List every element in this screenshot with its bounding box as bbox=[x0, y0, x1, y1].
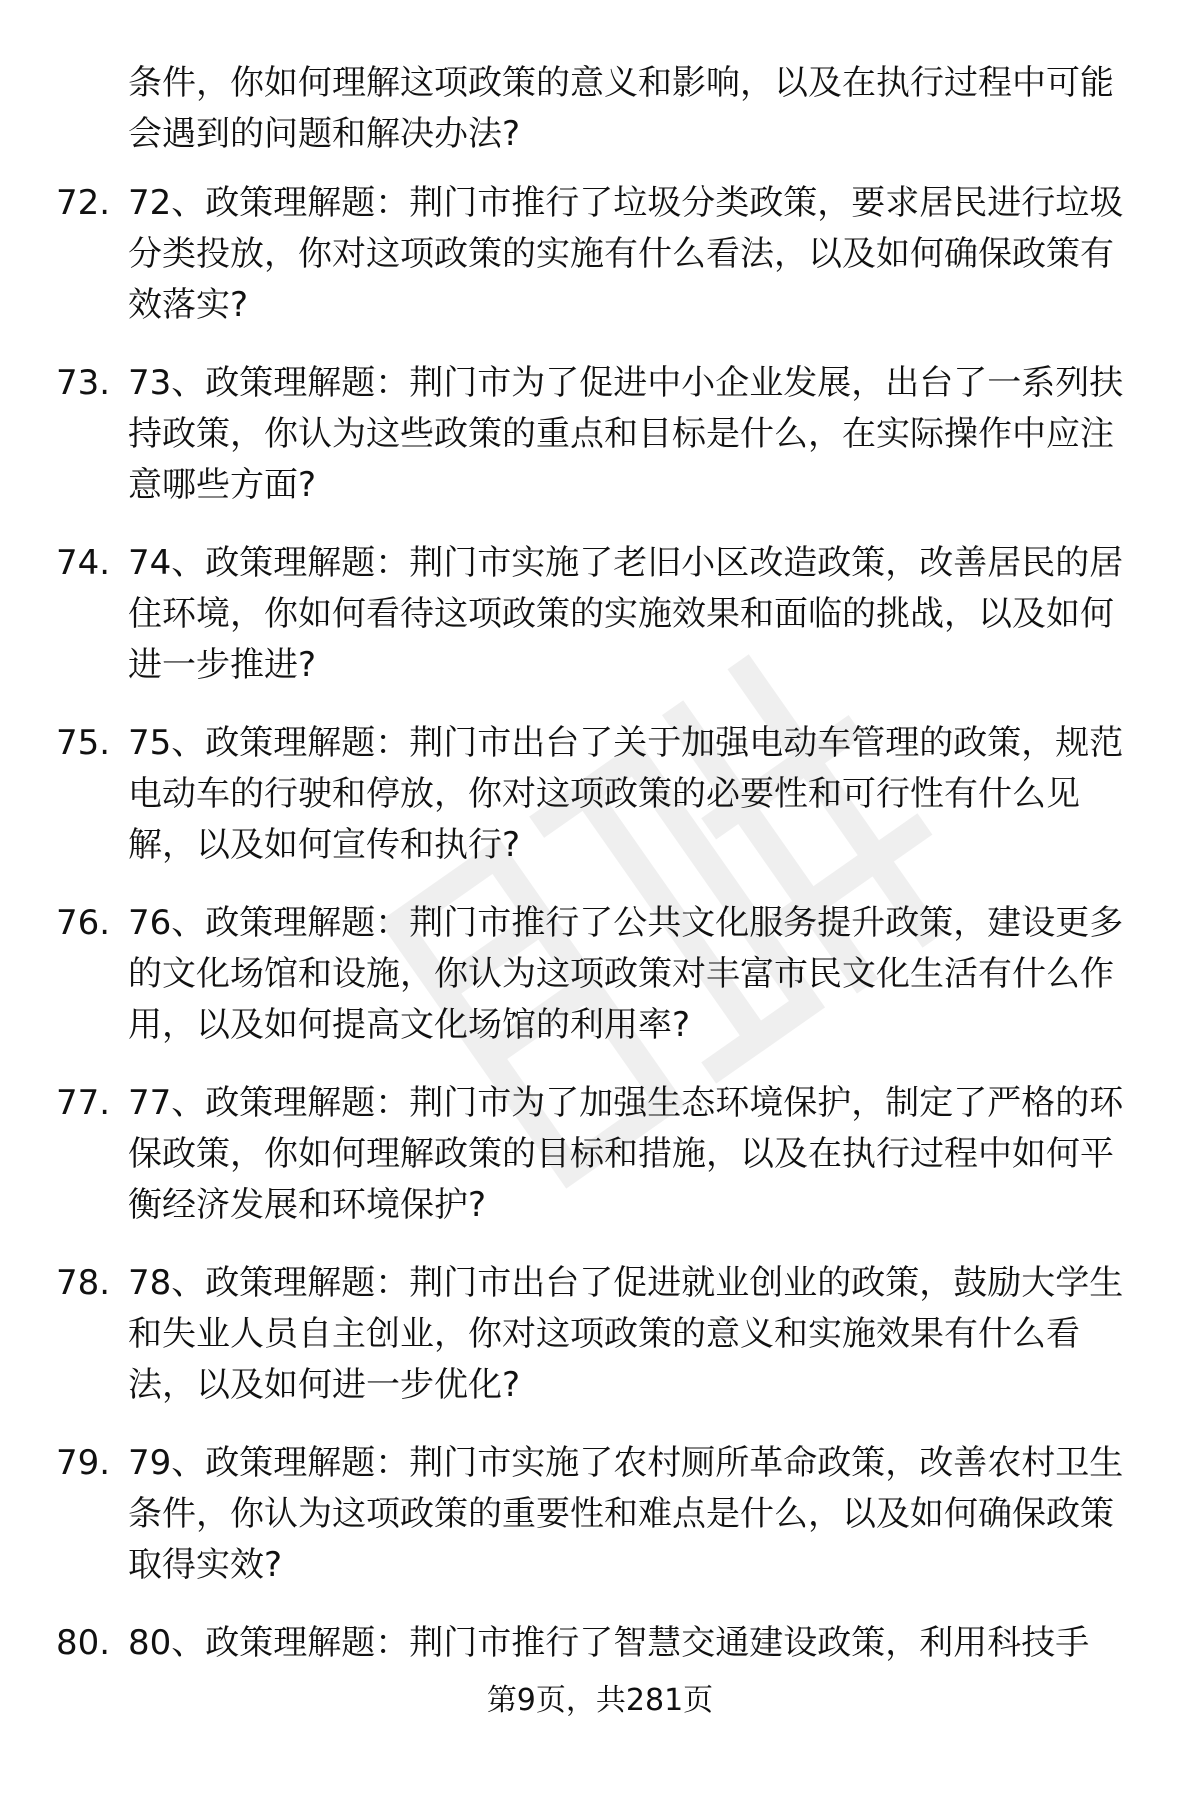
question-text: 79、政策理解题：荆门市实施了农村厕所革命政策，改善农村卫生条件，你认为这项政策的重要性和难点是什么，以及如何确保政策取得实效? bbox=[128, 1443, 1124, 1585]
question-number: 73. bbox=[56, 363, 111, 403]
question-text: 76、政策理解题：荆门市推行了公共文化服务提升政策，建设更多的文化场馆和设施，你认为这项政策对丰富市民文化生活有什么作用，以及如何提高文化场馆的利用率? bbox=[128, 903, 1124, 1045]
page-footer: 第9页，共281页 bbox=[486, 1683, 714, 1718]
question-number: 72. bbox=[56, 183, 111, 223]
question-item bbox=[0, 1258, 1200, 1438]
question-number: 78. bbox=[56, 1263, 111, 1303]
question-text: 74、政策理解题：荆门市实施了老旧小区改造政策，改善居民的居住环境，你如何看待这项政策的实施效果和面临的挑战，以及如何进一步推进? bbox=[128, 543, 1124, 685]
question-number: 75. bbox=[56, 723, 111, 763]
question-text: 75、政策理解题：荆门市出台了关于加强电动车管理的政策，规范电动车的行驶和停放，你对这项政策的必要性和可行性有什么见解，以及如何宣传和执行? bbox=[128, 723, 1124, 865]
question-number: 77. bbox=[56, 1083, 111, 1123]
question-number: 74. bbox=[56, 543, 111, 583]
question-text: 73、政策理解题：荆门市为了促进中小企业发展，出台了一系列扶持政策，你认为这些政策的重点和目标是什么，在实际操作中应注意哪些方面? bbox=[128, 363, 1124, 505]
question-item bbox=[0, 898, 1200, 1078]
question-item bbox=[0, 178, 1200, 358]
question-item bbox=[0, 1438, 1200, 1618]
question-item bbox=[0, 718, 1200, 898]
question-number: 79. bbox=[56, 1443, 111, 1483]
question-item bbox=[0, 1078, 1200, 1258]
question-text: 77、政策理解题：荆门市为了加强生态环境保护，制定了严格的环保政策，你如何理解政策的目标和措施，以及在执行过程中如何平衡经济发展和环境保护? bbox=[128, 1083, 1124, 1225]
question-item bbox=[0, 538, 1200, 718]
question-number: 76. bbox=[56, 903, 111, 943]
continued-paragraph: 条件，你如何理解这项政策的意义和影响，以及在执行过程中可能会遇到的问题和解决办法? bbox=[128, 63, 1114, 154]
question-text: 72、政策理解题：荆门市推行了垃圾分类政策，要求居民进行垃圾分类投放，你对这项政策的实施有什么看法，以及如何确保政策有效落实? bbox=[128, 183, 1124, 325]
question-number: 80. bbox=[56, 1623, 111, 1663]
question-list bbox=[0, 178, 1200, 1798]
question-item bbox=[0, 358, 1200, 538]
question-text: 78、政策理解题：荆门市出台了促进就业创业的政策，鼓励大学生和失业人员自主创业，你对这项政策的意义和实施效果有什么看法，以及如何进一步优化? bbox=[128, 1263, 1124, 1405]
question-text: 80、政策理解题：荆门市推行了智慧交通建设政策，利用科技手 bbox=[128, 1623, 1090, 1663]
